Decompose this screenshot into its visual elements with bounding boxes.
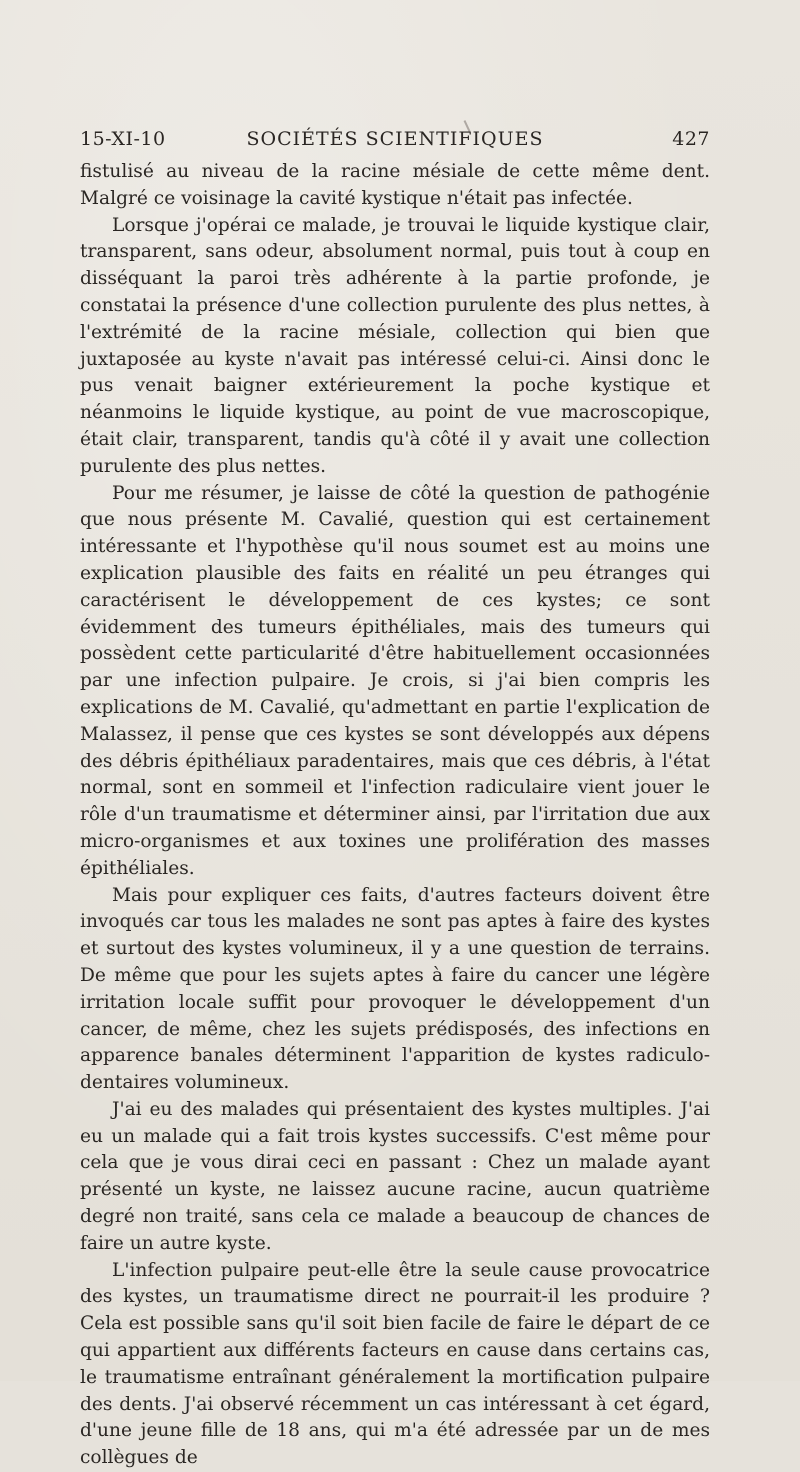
header-date: 15-XI-10 [80,128,166,150]
body-text [80,159,710,1472]
paragraph: Lorsque j'opérai ce malade, je trouvai le liquide kystique clair, transparent, sans odeur, absolument normal, puis tout à coup en disséquant la paroi très adhérente à la partie profonde, je constatai la présence d'une collection purulente des plus nettes, à l'extrémité de la racine mésiale, collection qui bien que juxtaposée au kyste n'avait pas intéressé celui-ci. Ainsi donc le pus venait baigner extérieurement la poche kystique et néanmoins le liquide kystique, au point de vue macroscopique, était clair, transparent, tandis qu'à côté il y avait une collection purulente des plus nettes. [80,214,710,477]
running-header [80,128,710,154]
paragraph: L'infection pulpaire peut-elle être la seule cause provocatrice des kystes, un traumatisme direct ne pourrait-il les produire ? Cela est possible sans qu'il soit bien facile de faire le départ de ce qui appartient aux différents facteurs en cause dans certains cas, le traumatisme entraînant généralement la mortification pulpaire des dents. J'ai observé récemment un cas intéressant à cet égard, d'une jeune fille de 18 ans, qui m'a été adressée par un de mes collègues de [80,1259,710,1469]
paragraph: Pour me résumer, je laisse de côté la question de pathogénie que nous présente M. Cavalié, question qui est certainement intéressante et l'hypothèse qu'il nous soumet est au moins une explication plausible des faits en réalité un peu étranges qui caractérisent le développement de ces kystes; ce sont évidemment des tumeurs épithéliales, mais des tumeurs qui possèdent cette particularité d'être habituellement occasionnées par une infection pulpaire. Je crois, si j'ai bien compris les explications de M. Cavalié, qu'admettant en partie l'explication de Malassez, il pense que ces kystes se sont développés aux dépens des débris épithéliaux paradentaires, mais que ces débris, à l'état normal, sont en sommeil et l'infection radiculaire vient jouer le rôle d'un traumatisme et déterminer ainsi, par l'irritation due aux micro-organismes et aux toxines une prolifération des masses épithéliales. [80,482,710,879]
header-title: SOCIÉTÉS SCIENTIFIQUES [246,128,544,150]
paragraph: Mais pour expliquer ces faits, d'autres facteurs doivent être invoqués car tous les malades ne sont pas aptes à faire des kystes et surtout des kystes volumineux, il y a une question de terrains. De même que pour les sujets aptes à faire du cancer une légère irritation locale suffit pour provoquer le développement d'un cancer, de même, chez les sujets prédisposés, des infections en apparence banales déterminent l'apparition de kystes radiculo-dentaires volumineux. [80,884,710,1094]
page-number: 427 [672,128,710,150]
paragraph-continued: fistulisé au niveau de la racine mésiale de cette même dent. Malgré ce voisinage la cavité kystique n'était pas infectée. [80,161,710,209]
paragraph: J'ai eu des malades qui présentaient des kystes multiples. J'ai eu un malade qui a fait trois kystes successifs. C'est même pour cela que je vous dirai ceci en passant : Chez un malade ayant présenté un kyste, ne laissez aucune racine, aucun quatrième degré non traité, sans cela ce malade a beaucoup de chances de faire un autre kyste. [80,1098,710,1254]
